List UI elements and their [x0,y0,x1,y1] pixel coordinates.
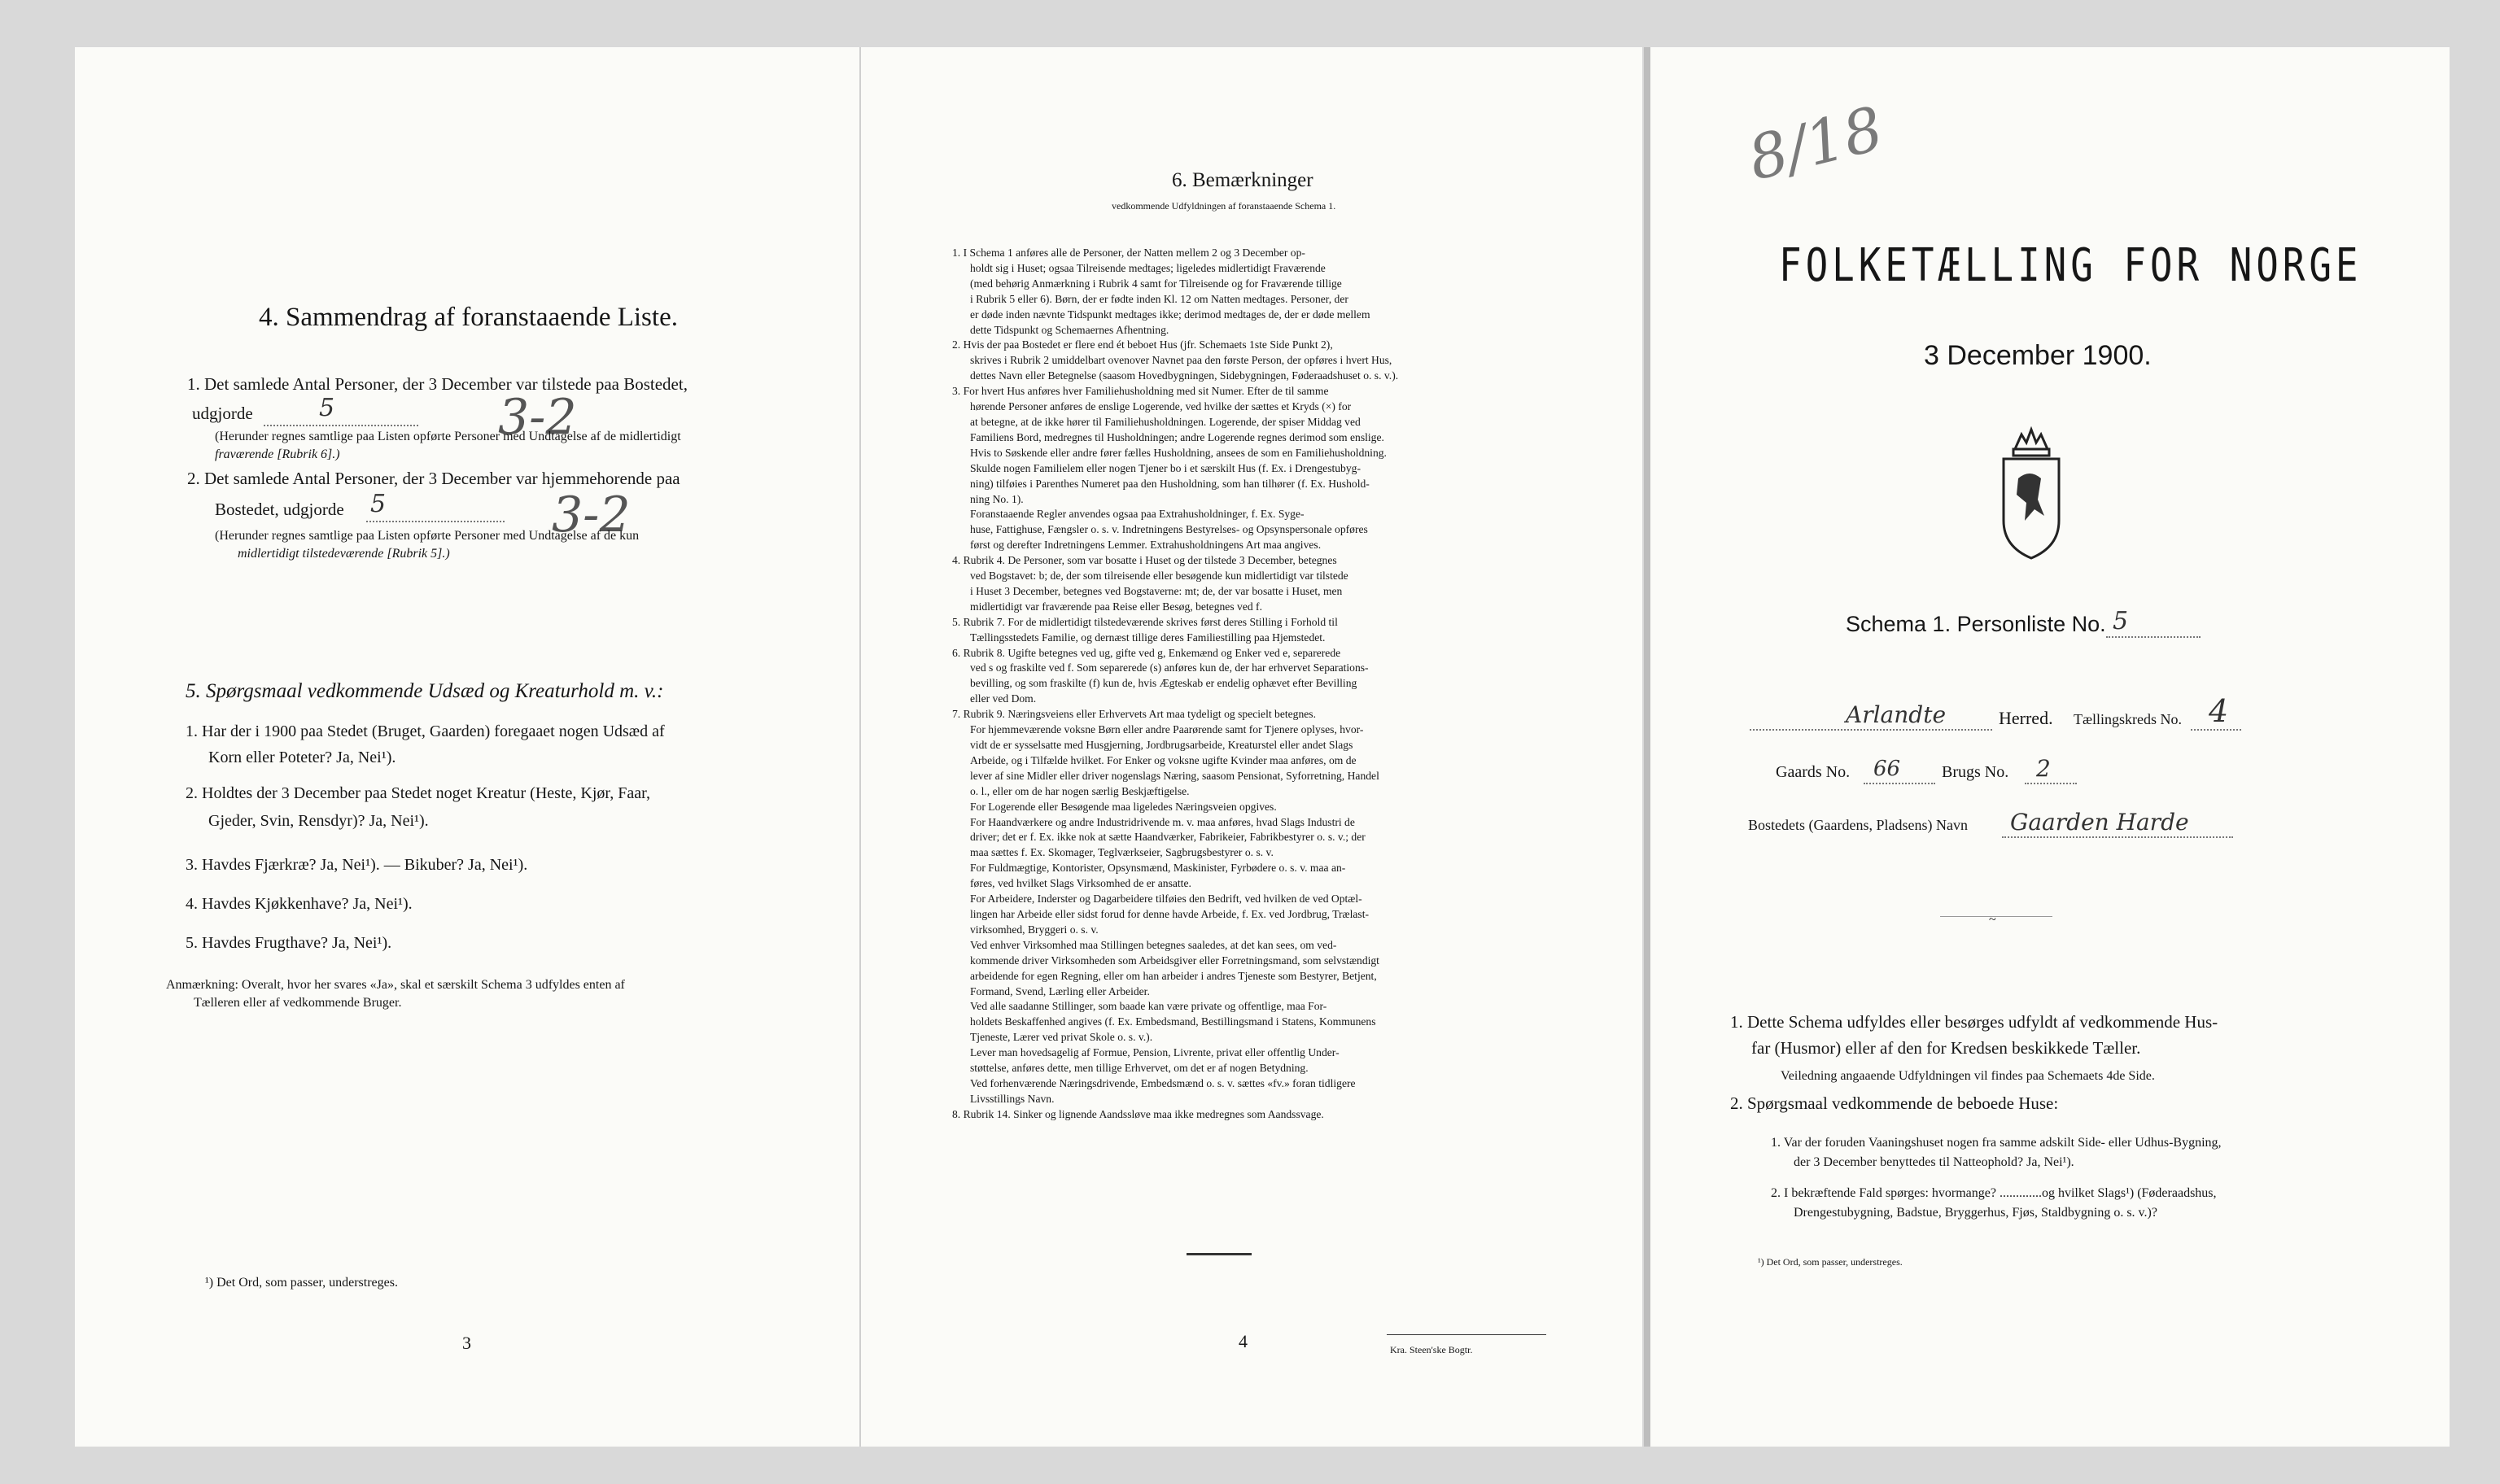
q1-text: 1. Det samlede Antal Personer, der 3 December var tilstede paa Bostedet, [187,374,688,394]
remark-line: at betegne, at de ikke hører til Familiehusholdningen. Logerende, der spiser Middag ved [970,415,1361,428]
q1-label: udgjorde [192,404,253,423]
bosted-line [2002,836,2233,838]
remark-line: ved Bogstavet: b; de, der som tilreisende eller besøgende kun midlertidigt var tilstede [970,570,1348,583]
house-question-1-2: der 3 December benyttedes til Natteophold? Ja, Nei¹). [1794,1155,2074,1169]
s2-text: 2. Holdtes der 3 December paa Stedet noget Kreatur (Heste, Kjør, Faar, [186,784,650,802]
remark-line: 8. Rubrik 14. Sinker og lignende Aandssløve maa ikke medregnes som Aandssvage. [952,1107,1324,1120]
handwritten-tally: 3-2 [498,389,577,446]
kreds-line [2191,729,2241,731]
remark-line: vidt de er sysselsatte med Husgjerning, Jordbrugsarbeide, Kreaturstel eller andet Slags [970,739,1353,751]
s5-text: 5. Havdes Frugthave? Ja, Nei¹). [186,934,392,952]
remark-line: bevilling, og som fraskilte (f) kun de, hvis Ægteskab er endelig ophævet efter Bevilling [970,677,1357,690]
remark-line: virksomhed, Bryggeri o. s. v. [970,923,1099,936]
remark-line: eller ved Dom. [970,692,1037,705]
remark-line: Tællingsstedets Familie, og dernæst tillige deres Familiestilling paa Hjemstedet. [970,631,1326,644]
remark-line: Ved alle saadanne Stillinger, som baade kan være private og offentlige, maa For- [970,1000,1327,1013]
q2-label: Bostedet, udgjorde [215,500,344,519]
q2-answer-line [366,521,505,522]
census-date: 3 December 1900. [1924,340,2152,371]
remark-line: hørende Personer anføres de enslige Logerende, ved hvilke der sættes et Kryds (×) for [970,400,1352,413]
remark-line: Arbeide, og i Tilfælde hvilket. For Enker og voksne ugifte Kvinder maa anføres, om de [970,753,1357,766]
q2-note-2: midlertidigt tilstedeværende [Rubrik 5].) [238,547,450,561]
remarks-list [952,246,1571,1123]
remark-line: i Huset 3 December, betegnes ved Bogstaverne: mt; de, der var bosatte i Huset, men [970,584,1343,597]
ornament: ~ [1989,913,1996,927]
s3-text: 3. Havdes Fjærkræ? Ja, Nei¹). — Bikuber? Ja, Nei¹). [186,856,528,874]
remark-line: Livsstillings Navn. [970,1092,1055,1105]
remark-line: 6. Rubrik 8. Ugifte betegnes ved ug, gifte ved g, Enkemænd og Enker ved e, separerede [952,646,1341,659]
herred-line [1750,729,1992,731]
remark-line: Foranstaaende Regler anvendes ogsaa paa Extrahusholdninger, f. Ex. Syge- [970,508,1305,521]
remark: Anmærkning: Overalt, hvor her svares «Ja», skal et særskilt Schema 3 udfyldes enten af [166,978,625,992]
remark-line: dettes Navn eller Betegnelse (saasom Hovedbygningen, Sidebygningen, Føderaadshuset o. s. v.). [970,369,1399,382]
remark-line: 5. Rubrik 7. For de midlertidigt tilstedeværende skrives først deres Stilling i Forhold til [952,615,1338,628]
footnote: ¹) Det Ord, som passer, understreges. [1758,1256,1903,1268]
page-3 [75,47,859,1447]
remark-line: holdt sig i Huset; ogsaa Tilreisende medtages; ligeledes midlertidigt Fraværende [970,261,1326,274]
schema-number: 5 [2113,607,2129,635]
remark-line: støttelse, anføres dette, men tillige Erhvervet, om det er af nogen Betydning. [970,1062,1309,1075]
remark-2: Tælleren eller af vedkommende Bruger. [194,996,402,1010]
remark-line: 2. Hvis der paa Bostedet er flere end ét beboet Hus (jfr. Schemaets 1ste Side Punkt 2), [952,338,1333,351]
gaards-line [1864,783,1935,784]
house-question-2: 2. I bekræftende Fald spørges: hvormange? .............og hvilket Slags¹) (Føderaadshus, [1771,1186,2217,1200]
remark-line: (med behørig Anmærkning i Rubrik 4 samt for Tilreisende og for Fraværende tillige [970,277,1342,290]
page-4 [861,47,1642,1447]
s1-text-2: Korn eller Poteter? Ja, Nei¹). [208,749,396,766]
remark-line: ning) tilføies i Parenthes Numeret paa den Husholdning, som han tilhører (f. Ex. Hushold- [970,477,1370,490]
norway-coat-of-arms-icon [1997,425,2065,563]
ornament-rule [1940,916,2052,917]
remark-line: dette Tidspunkt og Schemaernes Afhentning. [970,323,1169,336]
instruction-2: 2. Spørgsmaal vedkommende de beboede Huse: [1730,1093,2059,1113]
remark-line: kommende driver Virksomheden som Arbeidsgiver eller Forretningsmand, som selvstændigt [970,954,1379,967]
remark-line: Ved forhenværende Næringsdrivende, Embedsmænd o. s. v. sættes «fv.» foran tidligere [970,1076,1356,1089]
remark-line: For Haandværkere og andre Industridrivende m. v. maa anføres, hvad Slags Industri de [970,815,1355,828]
instruction-1-2: far (Husmor) eller af den for Kredsen beskikkede Tæller. [1751,1038,2141,1058]
remark-line: 4. Rubrik 4. De Personer, som var bosatte i Huset og der tilstede 3 December, betegnes [952,554,1337,567]
brugs-line [2025,783,2077,784]
remark-line: ning No. 1). [970,492,1024,505]
printer-mark: Kra. Steen'ske Bogtr. [1390,1344,1473,1355]
remark-line: midlertidigt var fraværende paa Reise eller Besøg, betegnes ved f. [970,600,1262,613]
page-number: 4 [1239,1331,1248,1351]
end-rule [1187,1253,1252,1255]
page-number: 3 [462,1333,471,1353]
brugs-label: Brugs No. [1942,763,2009,781]
remark-line: 3. For hvert Hus anføres hver Familiehusholdning med sit Numer. Efter de til samme [952,385,1329,398]
schema-number-line [2106,636,2201,638]
remarks-title: 6. Bemærkninger [1172,169,1313,191]
remark-line: maa sættes f. Ex. Skomager, Teglværkseier, Sagbrugsbestyrer o. s. v. [970,846,1274,859]
bosted-value: Gaarden Harde [2010,809,2189,836]
remark-line: driver; det er f. Ex. ikke nok at sætte Haandværker, Fabrikeier, Fabrikbestyrer o. s. v.; der [970,831,1366,844]
remark-line: er døde inden nævnte Tidspunkt medtages ikke; derimod medtages de, der er døde mellem [970,308,1370,321]
q1-note: (Herunder regnes samtlige paa Listen opførte Personer med Undtagelse af de midlertidigt [215,430,681,443]
remark-line: lever af sine Midler eller driver nogenslags Næring, saasom Pensionat, Syforretning, Handel [970,769,1379,782]
kreds-value: 4 [2209,693,2229,729]
remark-line: holdets Beskaffenhed angives (f. Ex. Embedsmand, Bestillingsmand i Statens, Kommunens [970,1015,1376,1028]
kreds-label: Tællingskreds No. [2074,711,2182,727]
q2-text: 2. Det samlede Antal Personer, der 3 December var hjemmehorende paa [187,469,680,488]
remark-line: Hvis to Søskende eller andre fører fælles Husholdning, ansees de som en Familiehusholdning. [970,446,1387,459]
printer-rule [1387,1334,1546,1335]
section-4-title: 4. Sammendrag af foranstaaende Liste. [259,303,678,332]
q2-note: (Herunder regnes samtlige paa Listen opførte Personer med Undtagelse af de kun [215,529,640,543]
instruction-1-note: Veiledning angaaende Udfyldningen vil findes paa Schemaets 4de Side. [1781,1069,2155,1083]
remark-line: arbeidende for egen Regning, eller om han arbeider i andres Tjeneste som Bestyrer, Betjent, [970,969,1377,982]
remark-line: Tjeneste, Lærer ved privat Skole o. s. v.). [970,1031,1153,1044]
house-question-1: 1. Var der foruden Vaaningshuset nogen fra samme adskilt Side- eller Udhus-Bygning, [1771,1136,2222,1150]
form-title: FOLKETÆLLING FOR NORGE [1779,239,2362,292]
remark-line: først og derefter Indretningens Lemmer. Extrahusholdningens Art maa angives. [970,539,1322,552]
section-5-title: 5. Spørgsmaal vedkommende Udsæd og Kreaturhold m. v.: [186,680,664,702]
remark-line: Formand, Svend, Lærling eller Arbeider. [970,984,1150,997]
remark-line: o. l., eller om de har nogen særlig Beskjæftigelse. [970,784,1190,797]
instruction-1: 1. Dette Schema udfyldes eller besørges udfyldt af vedkommende Hus- [1730,1012,2218,1032]
bosted-label: Bostedets (Gaardens, Pladsens) Navn [1748,817,1968,833]
remark-line: 1. I Schema 1 anføres alle de Personer, der Natten mellem 2 og 3 December op- [952,247,1305,259]
page-divider [1644,47,1650,1447]
remark-line: For Fuldmægtige, Kontorister, Opsynsmænd, Maskinister, Fyrbødere o. s. v. maa an- [970,862,1346,875]
remark-line: Skulde nogen Familielem eller nogen Tjener bo i et særskilt Hus (f. Ex. i Drengestubyg- [970,461,1361,474]
remark-line: føres, ved hvilket Slags Virksomhed de er ansatte. [970,877,1191,890]
gaards-value: 66 [1873,757,1901,781]
s2-text-2: Gjeder, Svin, Rensdyr)? Ja, Nei¹). [208,812,429,830]
remark-line: Familiens Bord, medregnes til Husholdningen; andre Logerende regnes derimod som enslige. [970,430,1384,443]
schema-label: Schema 1. Personliste No. [1846,612,2106,636]
remark-line: lingen har Arbeide eller sidst forud for denne havde Arbeide, f. Ex. ved Jordbrug, Trælast- [970,907,1370,920]
remark-line: For Logerende eller Besøgende maa ligeledes Næringsveien opgives. [970,800,1277,813]
archive-mark: 8/18 [1742,94,1890,194]
remark-line: For hjemmeværende voksne Børn eller andre Paarørende samt for Tjenere oplyses, hvor- [970,723,1364,736]
house-question-2-2: Drengestubygning, Badstue, Bryggerhus, Fjøs, Staldbygning o. s. v.)? [1794,1206,2157,1220]
remark-line: skrives i Rubrik 2 umiddelbart ovenover Navnet paa den første Person, der opføres i hvert Hus, [970,354,1392,367]
q1-note-2: fraværende [Rubrik 6].) [215,447,340,461]
remark-line: ved s og fraskilte ved f. Som separerede (s) anføres kun de, der har erhvervet Separations- [970,661,1369,674]
remark-line: Lever man hovedsagelig af Formue, Pension, Livrente, privat eller offentlig Under- [970,1046,1340,1059]
remark-line: 7. Rubrik 9. Næringsveiens eller Erhvervets Art maa tydeligt og specielt betegnes. [952,708,1316,721]
page-1 [1650,47,2450,1447]
s4-text: 4. Havdes Kjøkkenhave? Ja, Nei¹). [186,895,413,913]
brugs-value: 2 [2036,755,2051,782]
s1-text: 1. Har der i 1900 paa Stedet (Bruget, Gaarden) foregaaet nogen Udsæd af [186,722,665,740]
footnote: ¹) Det Ord, som passer, understreges. [205,1276,398,1290]
handwritten-tally: 3-2 [552,487,631,543]
remark-line: i Rubrik 5 eller 6). Børn, der er fødte inden Kl. 12 om Natten medtages. Personer, der [970,292,1348,305]
gaards-label: Gaards No. [1776,763,1851,781]
q1-answer-line [264,425,418,426]
herred-value: Arlandte [1846,701,1947,728]
herred-label: Herred. [1999,708,2053,728]
remark-line: For Arbeidere, Inderster og Dagarbeidere tilføies den Bedrift, ved hvilken de ved Optæl- [970,893,1362,906]
q2-answer: 5 [370,490,387,518]
remarks-subtitle: vedkommende Udfyldningen af foranstaaende Schema 1. [1112,200,1336,212]
q1-answer: 5 [319,394,335,422]
remark-line: Ved enhver Virksomhed maa Stillingen betegnes saaledes, at det kan sees, om ved- [970,938,1337,951]
remark-line: huse, Fattighuse, Fængsler o. s. v. Indretningens Bestyrelses- og Opsynspersonale opføres [970,523,1368,536]
